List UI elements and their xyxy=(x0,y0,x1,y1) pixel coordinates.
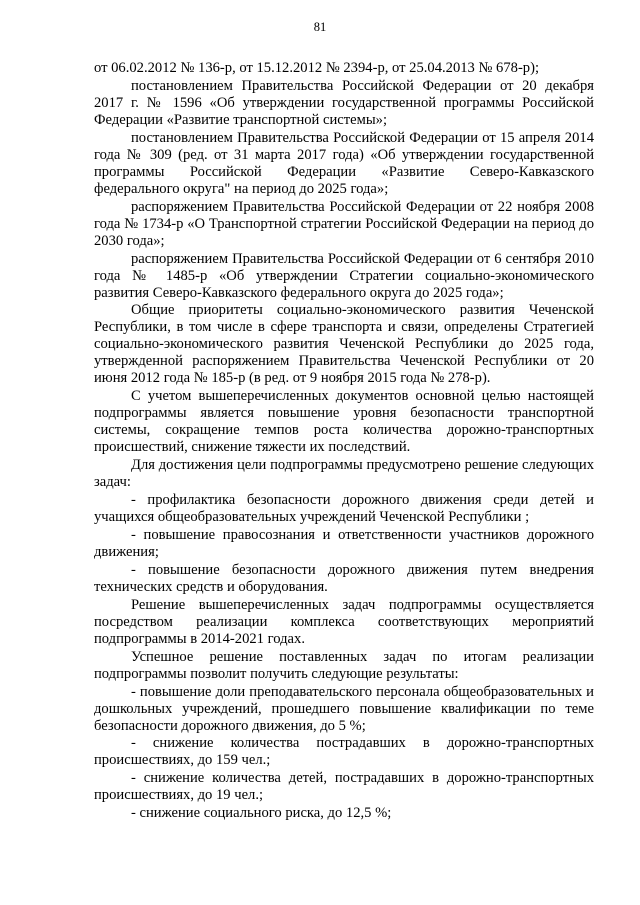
paragraph: постановлением Правительства Российской Федерации от 15 апреля 2014 года № 309 (ред. от 31 марта 2017 года) «Об утверждении государственной программы Российской Федерации «Развитие Северо-Кавказского федерального округа" на период до 2025 года»; xyxy=(94,129,594,197)
list-item: - повышение безопасности дорожного движения путем внедрения технических средств и оборудования. xyxy=(94,561,594,595)
paragraph: Общие приоритеты социально-экономического развития Чеченской Республики, в том числе в сфере транспорта и связи, определены Стратегией социально-экономического развития Чеченской Республики до 2025 года, утвержденной распоряжением Правительства Чеченской Республики от 20 июня 2012 года № 185-р (в ред. от 9 ноября 2015 года № 278-р). xyxy=(94,302,594,387)
paragraph: С учетом вышеперечисленных документов основной целью настоящей подпрограммы является повышение уровня безопасности транспортной системы, сокращение темпов роста количества дорожно-транспортных происшествий, снижение тяжести их последствий. xyxy=(94,388,594,456)
paragraph: Решение вышеперечисленных задач подпрограммы осуществляется посредством реализации комплекса соответствующих мероприятий подпрограммы в 2014-2021 годах. xyxy=(94,596,594,647)
list-item: - профилактика безопасности дорожного движения среди детей и учащихся общеобразовательных учреждений Чеченской Республики ; xyxy=(94,492,594,526)
list-item: - снижение социального риска, до 12,5 %; xyxy=(131,805,392,822)
paragraph: от 06.02.2012 № 136-р, от 15.12.2012 № 2394-р, от 25.04.2013 № 678-р); xyxy=(94,60,540,76)
list-item: - повышение правосознания и ответственности участников дорожного движения; xyxy=(94,527,594,561)
page-number: 81 xyxy=(313,20,327,34)
list-item: - повышение доли преподавательского персонала общеобразовательных и дошкольных учреждений, прошедшего повышение квалификации по теме безопасности дорожного движения, до 5 %; xyxy=(94,683,594,734)
paragraph: Для достижения цели подпрограммы предусмотрено решение следующих задач: xyxy=(94,457,594,491)
document-body xyxy=(94,60,594,823)
paragraph: Успешное решение поставленных задач по итогам реализации подпрограммы позволит получить следующие результаты: xyxy=(94,648,594,682)
list-item: - снижение количества пострадавших в дорожно-транспортных происшествиях, до 159 чел.; xyxy=(94,735,594,769)
paragraph: распоряжением Правительства Российской Федерации от 22 ноября 2008 года № 1734-р «О Транспортной стратегии Российской Федерации на период до 2030 года»; xyxy=(94,198,594,249)
paragraph: распоряжением Правительства Российской Федерации от 6 сентября 2010 года № 1485-р «Об утверждении Стратегии социально-экономического развития Северо-Кавказского федерального округа до 2025 года»; xyxy=(94,250,594,301)
paragraph: постановлением Правительства Российской Федерации от 20 декабря 2017 г. № 1596 «Об утверждении государственной программы Российской Федерации «Развитие транспортной системы»; xyxy=(94,77,594,128)
list-item: - снижение количества детей, пострадавших в дорожно-транспортных происшествиях, до 19 чел.; xyxy=(94,770,594,804)
